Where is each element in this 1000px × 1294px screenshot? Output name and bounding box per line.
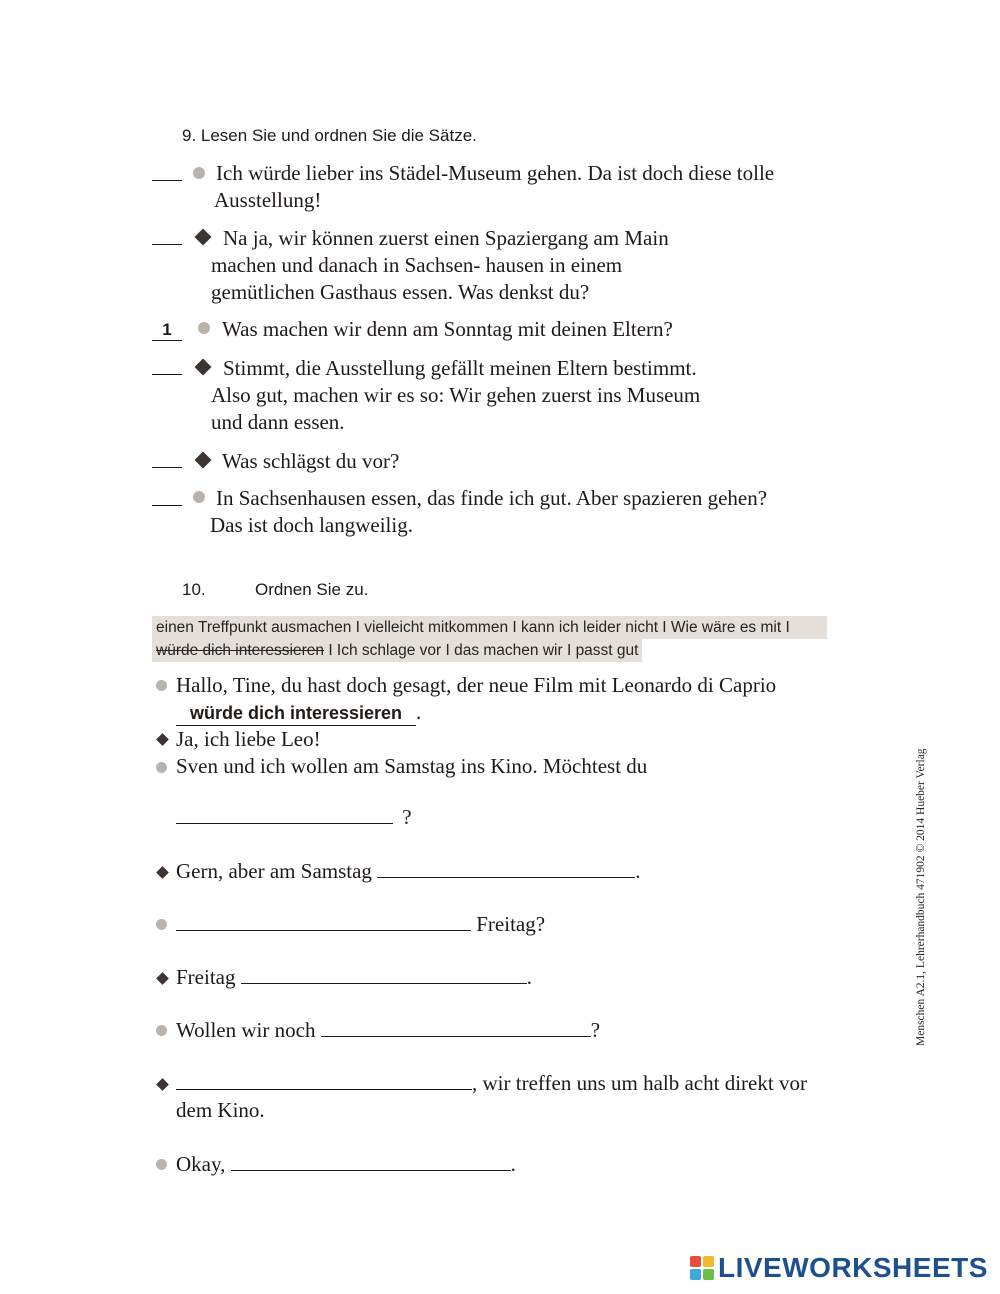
dialogue-line: Hallo, Tine, du hast doch gesagt, der neue Film mit Leonardo di Caprio — [176, 673, 777, 697]
sentence-line: Ich würde lieber ins Städel-Museum gehen. Da ist doch diese tolle — [216, 161, 775, 185]
dialogue-text: , wir treffen uns um halb acht direkt vor — [472, 1071, 807, 1095]
word-box-line — [152, 639, 642, 662]
exercise-10-number: 10. — [182, 580, 206, 599]
punctuation: . — [510, 1152, 516, 1176]
used-phrase: würde dich interessieren — [156, 642, 325, 659]
dialogue-text: Freitag — [176, 965, 236, 989]
exercise-10-title: Ordnen Sie zu. — [255, 580, 369, 599]
sentence-line: Also gut, machen wir es so: Wir gehen zuerst ins Museum — [211, 383, 701, 407]
dialogue-line: Ja, ich liebe Leo! — [176, 727, 321, 751]
answer-blank[interactable] — [377, 859, 635, 878]
circle-bullet-icon — [193, 491, 205, 503]
sentence-line: In Sachsenhausen essen, das finde ich gut. Aber spazieren gehen? — [216, 486, 768, 510]
sentence-line: Na ja, wir können zuerst einen Spaziergang am Main — [223, 226, 669, 250]
punctuation: . — [416, 700, 422, 724]
diamond-bullet-icon — [156, 972, 169, 985]
answer-filled[interactable]: würde dich interessieren — [176, 701, 416, 726]
circle-bullet-icon — [156, 680, 167, 691]
copyright-sidenote: Menschen A2.1, Lehrerhandbuch 471902 © 2014 Hueber Verlag — [915, 748, 927, 1046]
diamond-bullet-icon — [195, 359, 212, 376]
diamond-bullet-icon — [195, 452, 212, 469]
sentence-line: Was schlägst du vor? — [222, 449, 400, 473]
sentence-line: Das ist doch langweilig. — [210, 513, 413, 537]
sentence-line: Ausstellung! — [214, 188, 322, 212]
circle-bullet-icon — [156, 919, 167, 930]
answer-blank[interactable] — [176, 1071, 472, 1090]
punctuation: . — [635, 859, 641, 883]
logo-text: LIVEWORKSHEETS — [718, 1252, 988, 1283]
word-box — [152, 616, 827, 662]
circle-bullet-icon — [198, 322, 210, 334]
order-blank[interactable] — [152, 164, 182, 181]
punctuation: ? — [590, 1018, 601, 1042]
diamond-bullet-icon — [156, 1078, 169, 1091]
order-number[interactable]: 1 — [152, 320, 182, 341]
answer-blank[interactable] — [321, 1018, 591, 1037]
dialogue-text: Freitag? — [476, 912, 546, 936]
order-blank[interactable] — [152, 451, 182, 468]
exercise-9-heading: 9. Lesen Sie und ordnen Sie die Sätze. — [182, 126, 477, 145]
sentence-line: machen und danach in Sachsen- hausen in einem — [211, 253, 623, 277]
sentence-line: und dann essen. — [211, 410, 345, 434]
answer-blank[interactable] — [176, 805, 393, 824]
order-blank[interactable] — [152, 228, 182, 245]
answer-blank[interactable] — [231, 1152, 511, 1171]
diamond-bullet-icon — [156, 733, 169, 746]
order-blank[interactable] — [152, 489, 182, 506]
dialogue-text: Gern, aber am Samstag — [176, 859, 372, 883]
word-box-line: einen Treffpunkt ausmachen I vielleicht mitkommen I kann ich leider nicht I Wie wäre es mit I — [152, 616, 827, 639]
dialogue-text: Wollen wir noch — [176, 1018, 316, 1042]
dialogue-line: dem Kino. — [176, 1098, 265, 1122]
circle-bullet-icon — [156, 1025, 167, 1036]
ex9-item — [152, 161, 182, 188]
order-blank[interactable] — [152, 358, 182, 375]
punctuation: ? — [402, 805, 412, 829]
sentence-line: gemütlichen Gasthaus essen. Was denkst du? — [211, 280, 590, 304]
circle-bullet-icon — [156, 1159, 167, 1170]
answer-blank[interactable] — [176, 912, 471, 931]
dialogue-line: Sven und ich wollen am Samstag ins Kino. Möchtest du — [176, 754, 648, 778]
circle-bullet-icon — [193, 167, 205, 179]
sentence-line: Stimmt, die Ausstellung gefällt meinen Eltern bestimmt. — [223, 356, 697, 380]
sentence-line: Was machen wir denn am Sonntag mit deinen Eltern? — [222, 317, 673, 341]
diamond-bullet-icon — [195, 229, 212, 246]
diamond-bullet-icon — [156, 866, 169, 879]
circle-bullet-icon — [156, 762, 167, 773]
dialogue-text: Okay, — [176, 1152, 226, 1176]
liveworksheets-logo — [690, 1252, 988, 1284]
word-box-rest: I Ich schlage vor I das machen wir I passt gut — [324, 642, 639, 659]
answer-blank[interactable] — [241, 965, 527, 984]
punctuation: . — [526, 965, 532, 989]
logo-icon — [690, 1256, 714, 1280]
